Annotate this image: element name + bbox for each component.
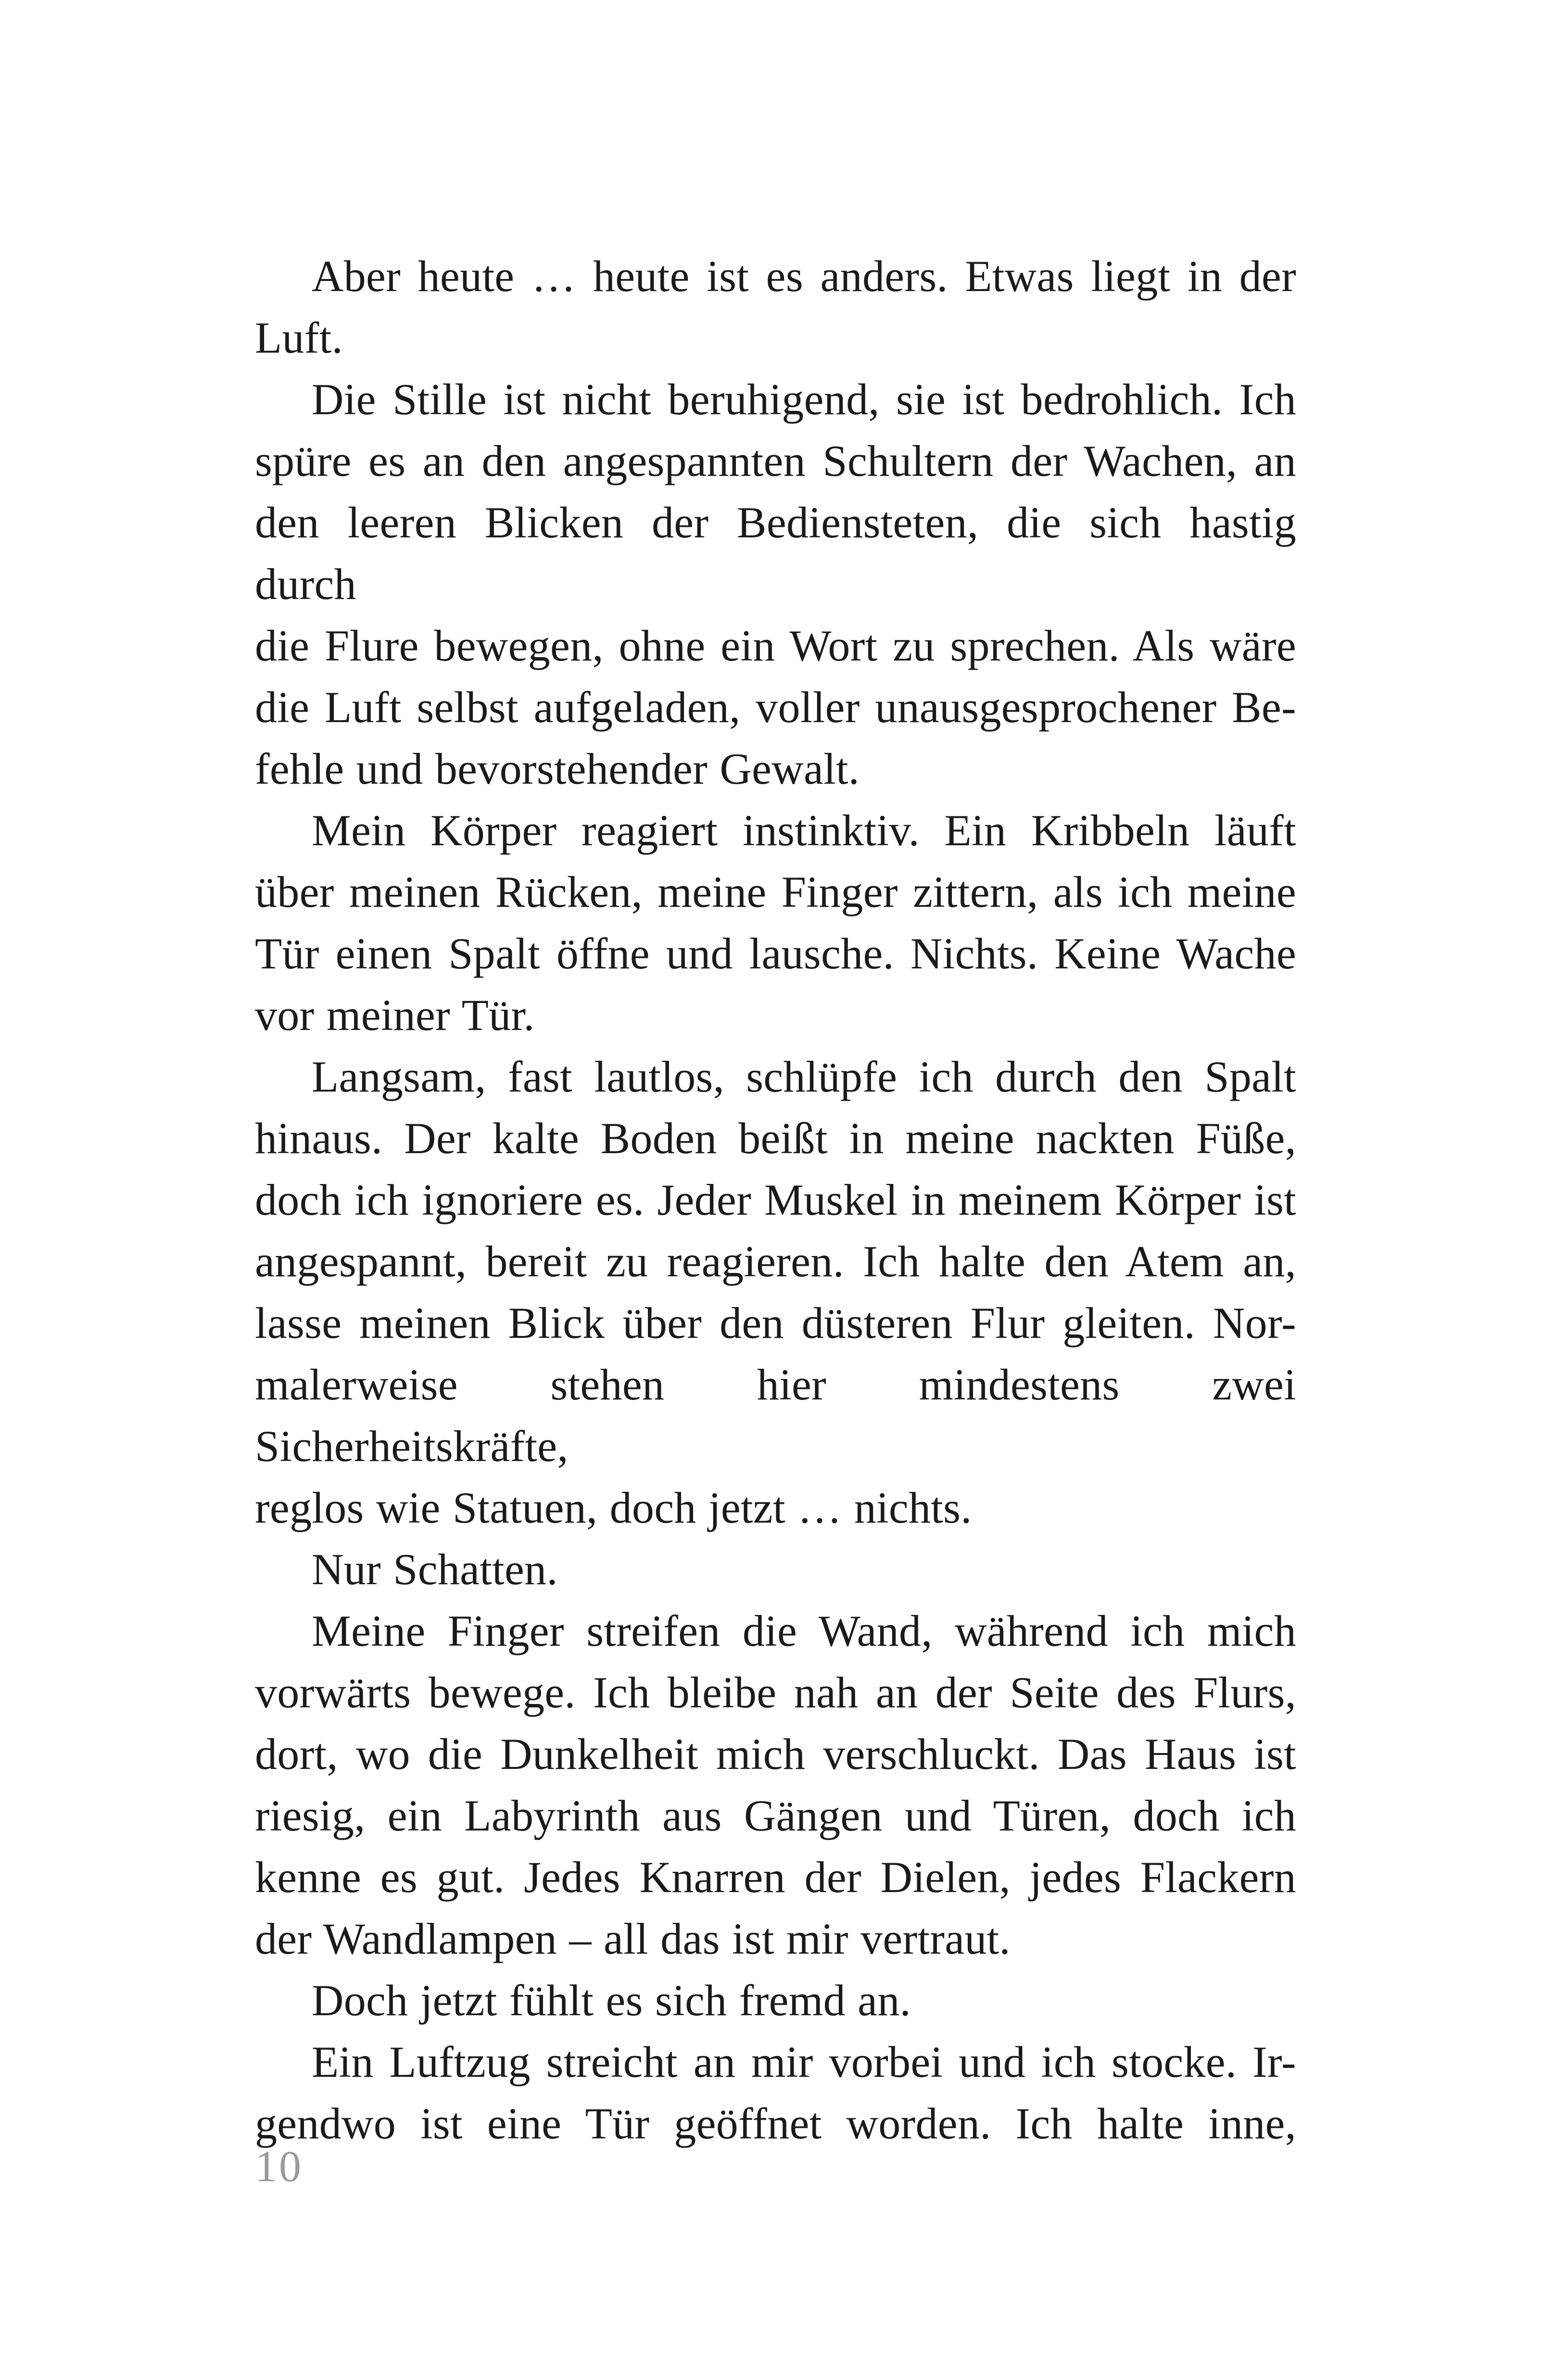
text-line: den leeren Blicken der Bediensteten, die sich hastig durch (255, 498, 1296, 609)
text-line: Die Stille ist nicht beruhigend, sie ist bedrohlich. Ich (312, 375, 1296, 424)
text-line: lasse meinen Blick über den düsteren Flur gleiten. Nor- (255, 1298, 1296, 1347)
text-line: Tür einen Spalt öffne und lausche. Nichts. Keine Wache (255, 929, 1296, 978)
text-line: Langsam, fast lautlos, schlüpfe ich durch den Spalt (312, 1052, 1296, 1101)
text-line: dort, wo die Dunkelheit mich verschluckt. Das Haus ist (255, 1729, 1296, 1779)
text-line: gendwo ist eine Tür geöffnet worden. Ich halte inne, (255, 2099, 1296, 2148)
text-line: reglos wie Statuen, doch jetzt … nichts. (255, 1483, 972, 1532)
text-line: vorwärts bewege. Ich bleibe nah an der Seite des Flurs, (255, 1668, 1296, 1717)
paragraph (255, 2031, 1296, 2154)
paragraph (255, 1970, 1296, 2031)
text-line: über meinen Rücken, meine Finger zittern, als ich meine (255, 867, 1296, 916)
paragraph (255, 1600, 1296, 1970)
text-line: Aber heute … heute ist es anders. Etwas liegt in der (312, 252, 1296, 301)
text-line: riesig, ein Labyrinth aus Gängen und Türen, doch ich (255, 1791, 1296, 1840)
paragraph (255, 800, 1296, 1046)
paragraph-list (255, 245, 1296, 2154)
text-line: angespannt, bereit zu reagieren. Ich halte den Atem an, (255, 1237, 1296, 1286)
text-line: der Wandlampen – all das ist mir vertraut. (255, 1914, 1011, 1963)
text-line: fehle und bevorstehender Gewalt. (255, 744, 860, 793)
text-line: spüre es an den angespannten Schultern der Wachen, an (255, 436, 1296, 485)
text-line: malerweise stehen hier mindestens zwei Sicherheitskräfte, (255, 1360, 1296, 1471)
paragraph (255, 245, 1296, 369)
text-line: Nur Schatten. (312, 1545, 558, 1594)
text-line: die Luft selbst aufgeladen, voller unausgesprochener Be- (255, 683, 1296, 732)
text-line: doch ich ignoriere es. Jeder Muskel in meinem Körper ist (255, 1175, 1296, 1224)
text-line: die Flure bewegen, ohne ein Wort zu sprechen. Als wäre (255, 621, 1296, 670)
text-line: Luft. (255, 313, 343, 362)
text-line: Ein Luftzug streicht an mir vorbei und ich stocke. Ir- (312, 2037, 1296, 2086)
paragraph (255, 369, 1296, 800)
text-line: Meine Finger streifen die Wand, während ich mich (312, 1606, 1296, 1655)
page-number: 10 (255, 2142, 303, 2191)
text-line: vor meiner Tür. (255, 991, 535, 1040)
text-line: Mein Körper reagiert instinktiv. Ein Kribbeln läuft (312, 806, 1296, 855)
book-page-body (255, 245, 1296, 2154)
paragraph (255, 1046, 1296, 1538)
text-line: kenne es gut. Jedes Knarren der Dielen, jedes Flackern (255, 1853, 1296, 1902)
text-line: hinaus. Der kalte Boden beißt in meine nackten Füße, (255, 1114, 1296, 1163)
paragraph (255, 1538, 1296, 1600)
text-line: Doch jetzt fühlt es sich fremd an. (312, 1976, 911, 2025)
